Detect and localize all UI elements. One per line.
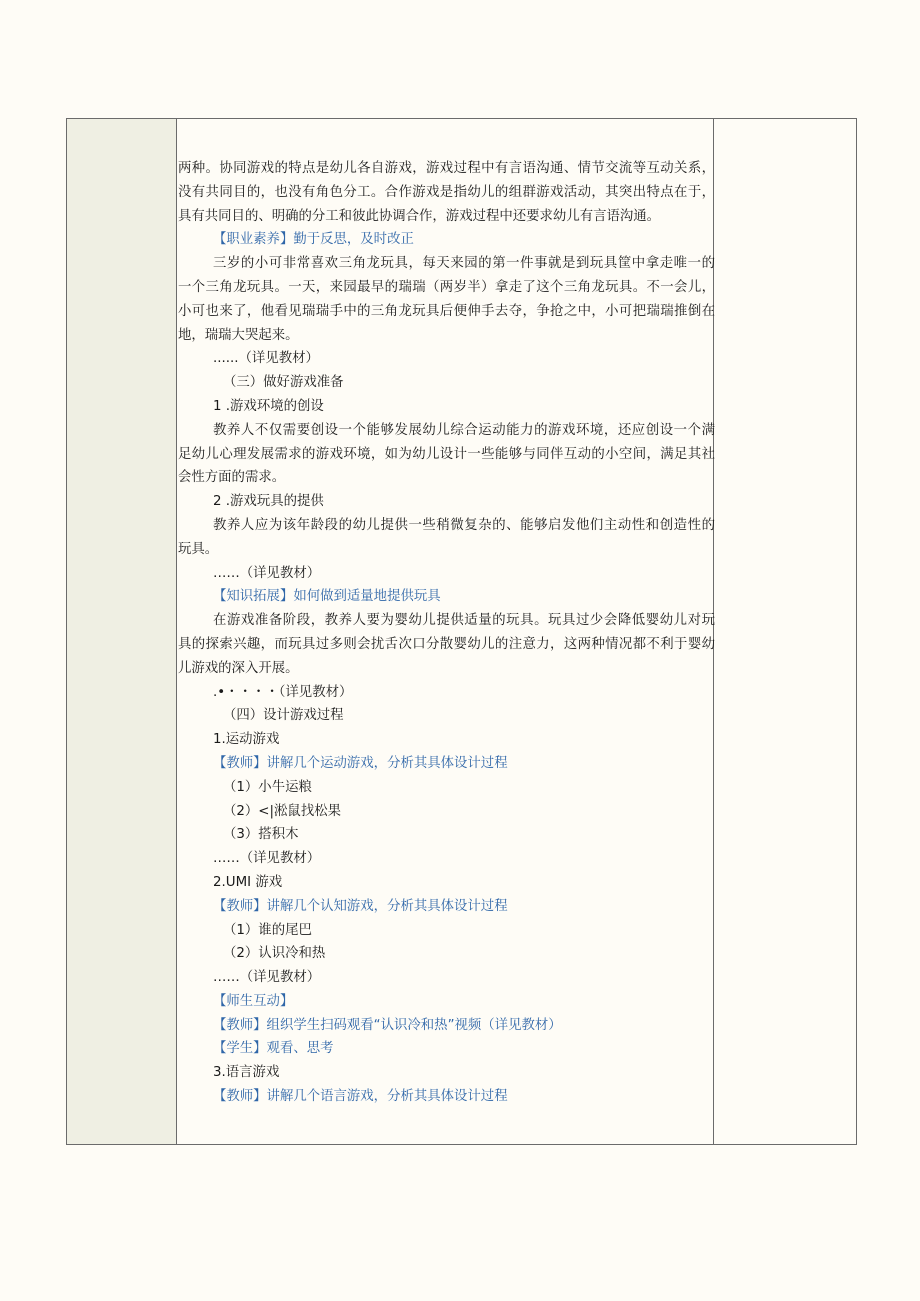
section-tag-knowledge-extension: 【知识拓展】如何做到适量地提供玩具 (213, 589, 441, 605)
list-item: （1）小牛运粮 (223, 779, 312, 795)
paragraph-line: 会性方面的需求。 (178, 470, 286, 486)
interaction-tag: 【师生互动】 (213, 993, 294, 1009)
paragraph-line: 具的探索兴趣，而玩具过多则会扰舌次口分散婴幼儿的注意力，这两种情况都不利于婴幼 (178, 636, 715, 652)
lesson-table (66, 118, 857, 1145)
left-column-cell (67, 119, 177, 1144)
teacher-tag: 【教师】组织学生扫码观看“认识冷和热”视频（详见教材） (213, 1017, 562, 1033)
subsection-heading: 2.UMI 游戏 (213, 874, 283, 890)
paragraph-line: 两种。协同游戏的特点是幼儿各自游戏，游戏过程中有言语沟通、情节交流等互动关系， (178, 161, 715, 176)
list-item: （1）谁的尾巴 (223, 922, 312, 938)
subsection-heading: 1 .游戏环境的创设 (213, 398, 324, 414)
content-cell (178, 157, 715, 1109)
see-textbook-note: ......（详见教材） (213, 351, 319, 367)
paragraph-line: 小可也来了，他看见瑞瑞手中的三角龙玩具后便伸手去夺，争抢之中，小可把瑞瑞推倒在 (178, 303, 715, 319)
paragraph-line: 具有共同目的、明确的分工和彼此协调合作，游戏过程中还要求幼儿有言语沟通。 (178, 208, 661, 224)
see-textbook-note: ……（详见教材） (213, 970, 321, 986)
list-item: （2）<|淞鼠找松果 (223, 803, 341, 819)
paragraph-line: 足幼儿心理发展需求的游戏环境，如为幼儿设计一些能够与同伴互动的小空间，满足其社 (178, 446, 715, 462)
teacher-tag: 【教师】讲解几个运动游戏，分析其具体设计过程 (213, 755, 508, 771)
section-heading: （四）设计游戏过程 (223, 708, 344, 724)
section-tag-professional-quality: 【职业素养】勤于反思，及时改正 (213, 232, 414, 248)
paragraph-line: 儿游戏的深入开展。 (178, 660, 299, 676)
see-textbook-note: ……（详见教材） (213, 565, 321, 581)
paragraph-line: 玩具。 (178, 541, 219, 557)
see-textbook-note: .•・・・・（详见教材） (213, 684, 353, 700)
paragraph-line: 没有共同目的，也没有角色分工。合作游戏是指幼儿的组群游戏活动，其突出特点在于， (178, 184, 715, 200)
teacher-tag: 【教师】讲解几个语言游戏，分析其具体设计过程 (213, 1089, 508, 1105)
subsection-heading: 3.语言游戏 (213, 1065, 280, 1081)
list-item: （3）搭积木 (223, 827, 299, 843)
paragraph-line: 教养人不仅需要创设一个能够发展幼儿综合运动能力的游戏环境，还应创设一个满 (213, 422, 715, 438)
student-tag: 【学生】观看、思考 (213, 1041, 334, 1057)
subsection-heading: 1.运动游戏 (213, 732, 280, 748)
paragraph-line: 三岁的小可非常喜欢三角龙玩具，每天来园的第一件事就是到玩具筐中拿走唯一的 (213, 256, 715, 272)
paragraph-line: 地，瑞瑞大哭起来。 (178, 327, 299, 343)
list-item: （2）认识冷和热 (223, 946, 326, 962)
see-textbook-note: ……（详见教材） (213, 851, 321, 867)
subsection-heading: 2 .游戏玩具的提供 (213, 494, 324, 510)
right-column-cell (713, 119, 856, 1144)
paragraph-line: 一个三角龙玩具。一天，来园最早的瑞瑞（两岁半）拿走了这个三角龙玩具。不一会儿， (178, 279, 715, 295)
section-heading: （三）做好游戏准备 (223, 375, 344, 391)
paragraph-line: 教养人应为该年龄段的幼儿提供一些稍微复杂的、能够启发他们主动性和创造性的 (213, 517, 715, 533)
paragraph-line: 在游戏准备阶段，教养人要为婴幼儿提供适量的玩具。玩具过少会降低婴幼儿对玩 (213, 613, 715, 629)
teacher-tag: 【教师】讲解几个认知游戏，分析其具体设计过程 (213, 898, 508, 914)
